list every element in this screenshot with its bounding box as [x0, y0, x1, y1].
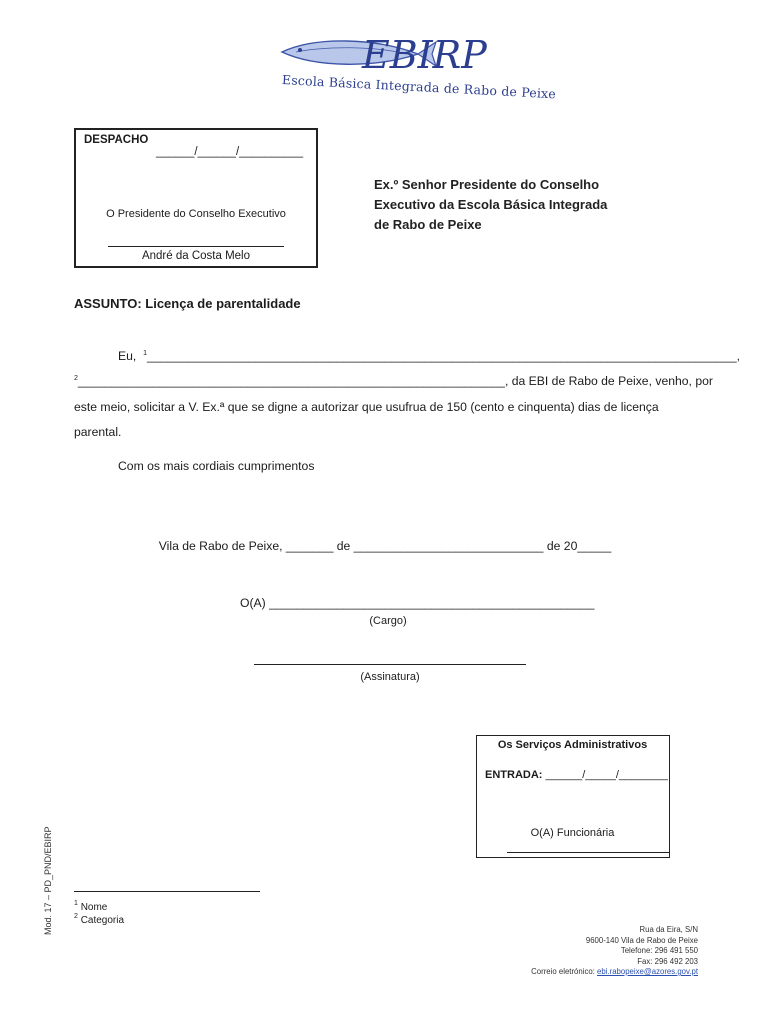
body-line-name [118, 349, 740, 363]
body-line-category [74, 374, 713, 388]
footnote-ref-2: 2 [74, 375, 78, 382]
body-line-request: este meio, solicitar a V. Ex.ª que se digne a autorizar que usufrua de 150 (cento e cinquenta) dias de licença [74, 400, 659, 414]
footnote-2 [74, 913, 124, 926]
footnote-rule [74, 891, 260, 892]
footnote-1-mark: 1 [74, 900, 78, 907]
address-postal: 9600-140 Vila de Rabo de Peixe [585, 935, 698, 945]
footnote-1 [74, 900, 107, 913]
entry-date-field[interactable]: ______/_____/________ [545, 769, 668, 781]
email-label: Correio eletrónico: [531, 967, 595, 976]
closing-greeting: Com os mais cordiais cumprimentos [118, 459, 315, 473]
addressee-line-3: de Rabo de Peixe [374, 217, 482, 232]
despacho-title: DESPACHO [84, 134, 149, 146]
footnote-2-text: Categoria [80, 915, 125, 926]
addressee-block [374, 175, 664, 235]
name-blank-field[interactable]: _______________________________________________________________________________________, [146, 349, 741, 363]
address-phone: Telefone: 296 491 550 [620, 946, 698, 955]
address-email-row [440, 967, 698, 978]
signature-label: (Assinatura) [360, 671, 420, 683]
despacho-name: André da Costa Melo [141, 250, 251, 262]
services-role: O(A) Funcionária [530, 827, 615, 839]
school-address [440, 925, 698, 978]
address-fax: Fax: 296 492 203 [637, 956, 698, 966]
body-eu: Eu, [118, 349, 137, 363]
addressee-line-1: Ex.º Senhor Presidente do Conselho [374, 177, 600, 192]
despacho-role: O Presidente do Conselho Executivo [106, 208, 286, 220]
despacho-box [74, 128, 318, 268]
cargo-label: (Cargo) [369, 615, 407, 627]
services-box [476, 735, 670, 858]
signer-role-field[interactable]: O(A) ________________________________________________ [240, 596, 595, 610]
despacho-date-field[interactable]: ______/______/__________ [156, 146, 304, 158]
category-blank-field[interactable]: _______________________________________________________________ [77, 374, 505, 388]
body-line-2-text: , da EBI de Rabo de Peixe, venho, por [504, 374, 713, 388]
address-street: Rua da Eira, S/N [639, 925, 698, 934]
logo-subtitle: Escola Básica Integrada de Rabo de Peixe [281, 72, 557, 102]
footnote-ref-1: 1 [143, 350, 147, 357]
despacho-signature-line[interactable] [108, 246, 284, 247]
footnote-2-mark: 2 [74, 913, 78, 920]
place-date-field[interactable]: Vila de Rabo de Peixe, _______ de ____________________________ de 20_____ [158, 539, 612, 553]
services-signature-line[interactable] [507, 852, 669, 853]
form-model-code: Mod. 17 – PD_PND/EBIRP [43, 826, 53, 935]
subject-heading: ASSUNTO: Licença de parentalidade [74, 296, 301, 311]
logo-wordmark: EBIRP [362, 33, 487, 77]
entry-row [485, 769, 668, 781]
signature-line[interactable] [254, 664, 526, 665]
entry-label: ENTRADA: [485, 769, 543, 781]
body-line-parental: parental. [74, 425, 122, 439]
addressee-line-2: Executivo da Escola Básica Integrada [374, 197, 608, 212]
footnote-1-text: Nome [80, 902, 108, 913]
services-title: Os Serviços Administrativos [497, 739, 648, 751]
email-link[interactable]: ebi.rabopeixe@azores.gov.pt [597, 967, 698, 976]
